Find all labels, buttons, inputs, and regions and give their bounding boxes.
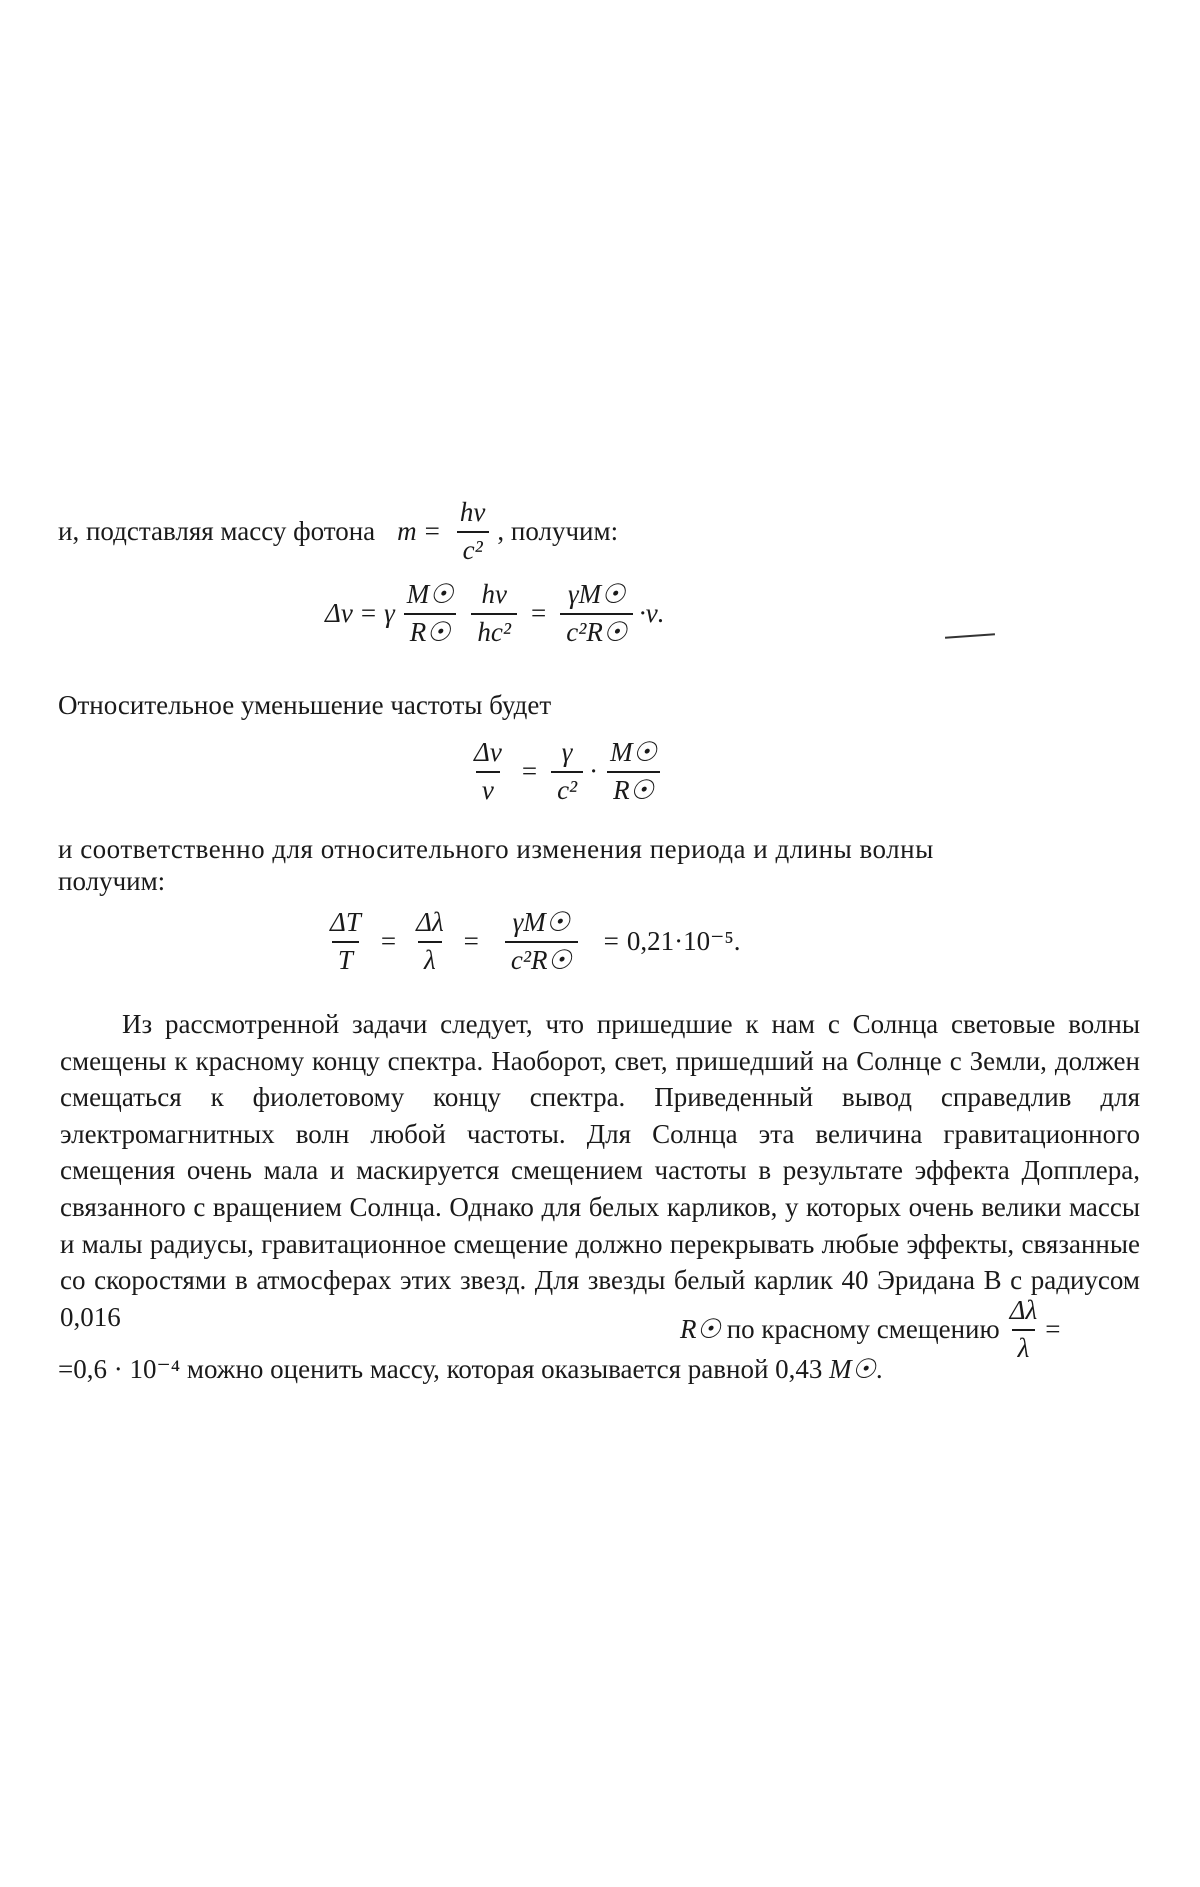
eq3-f1-den: T bbox=[332, 941, 359, 976]
last-line-text: =0,6 · 10⁻⁴ можно оценить массу, которая оказывается равной 0,43 bbox=[58, 1354, 823, 1384]
eq1-fraction-1 bbox=[401, 580, 460, 647]
eq3-f3-num: γM☉ bbox=[512, 907, 570, 937]
eq1-f2-den: hc² bbox=[471, 613, 517, 648]
eq1-gamma: γ bbox=[384, 598, 395, 629]
eq2-f2-den: c² bbox=[551, 771, 583, 806]
eq1-f1-num: M☉ bbox=[406, 579, 454, 609]
eq1-f2-num: hν bbox=[481, 579, 507, 609]
eq3-f2-num: Δλ bbox=[416, 907, 444, 937]
eq1-f3-den: c²R☉ bbox=[560, 613, 633, 648]
eq1-fraction-2 bbox=[471, 580, 517, 647]
fraction-numerator: hν bbox=[459, 497, 486, 527]
relative-change-text-line1: и соответственно для относительного изменения периода и длины волны bbox=[58, 834, 934, 864]
eq2-f1-num: Δν bbox=[474, 737, 502, 767]
eq3-equals-2: = bbox=[463, 926, 479, 957]
eq3-f3-den: c²R☉ bbox=[505, 941, 578, 976]
eq3-value: 0,21·10⁻⁵. bbox=[626, 926, 741, 957]
eq1-equals-2: = bbox=[531, 598, 547, 629]
eq3-fraction-2 bbox=[410, 908, 450, 975]
intro-after: , получим: bbox=[497, 516, 619, 547]
intro-line bbox=[58, 498, 618, 565]
redshift-den: λ bbox=[1012, 1329, 1036, 1364]
eq3-f2-den: λ bbox=[418, 941, 442, 976]
eq3-fraction-3 bbox=[505, 908, 578, 975]
mass-symbol: m bbox=[397, 516, 417, 547]
main-paragraph bbox=[60, 1006, 1140, 1335]
eq1-equals: = bbox=[360, 598, 377, 629]
eq1-fraction-3 bbox=[560, 580, 633, 647]
redshift-fraction bbox=[1004, 1296, 1044, 1363]
eq2-f2-num: γ bbox=[561, 737, 573, 767]
eq3-f1-num: ΔT bbox=[330, 907, 361, 937]
paragraph-last-line bbox=[58, 1354, 883, 1385]
eq2-fraction-2 bbox=[551, 738, 583, 805]
redshift-num: Δλ bbox=[1009, 1295, 1038, 1325]
eq1-lhs: Δν bbox=[325, 598, 353, 629]
redshift-text: по красному смещению bbox=[726, 1314, 1000, 1345]
eq2-fraction-3 bbox=[604, 738, 663, 805]
eq2-f3-den: R☉ bbox=[607, 771, 660, 806]
eq3-fraction-1 bbox=[324, 908, 367, 975]
redshift-equals: = bbox=[1045, 1314, 1061, 1345]
equation-frequency-shift bbox=[325, 580, 665, 647]
equation-relative-frequency bbox=[462, 738, 669, 805]
eq1-f1-den: R☉ bbox=[404, 613, 457, 648]
eq1-f3-num: γM☉ bbox=[567, 579, 626, 609]
eq2-f3-num: M☉ bbox=[610, 737, 657, 767]
relative-decrease-text: Относительное уменьшение частоты будет bbox=[58, 690, 552, 720]
eq3-equals-1: = bbox=[380, 926, 397, 957]
eq2-dot: · bbox=[589, 756, 599, 787]
eq2-f1-den: ν bbox=[476, 771, 500, 806]
intro-text: и, подставляя массу фотона bbox=[58, 516, 376, 547]
stray-mark bbox=[945, 633, 995, 638]
equals-sign: = bbox=[424, 516, 440, 547]
m-sun-symbol: M☉ bbox=[829, 1354, 876, 1384]
paragraph-body: Из рассмотренной задачи следует, что пришедшие к нам с Солнца световые волны смещены к красному концу спектра. Наоборот, свет, пришедший на Солнце с Земли, должен смещаться к фиолетовому концу спектра. Приведенный вывод справедлив для электромагнитных волн любой частоты. Для Солнца эта величина гравитационного смещения очень мала и маскируется смещением частоты в результате эффекта Допплера, связанного с вращением Солнца. Однако для белых карликов, у которых очень велики массы и малы радиусы, гравитационное смещение должно перекрывать любые эффекты, связанные со скоростями в атмосферах этих звезд. Для звезды белый карлик 40 Эридана В с радиусом 0,016 bbox=[60, 1009, 1140, 1332]
fraction-denominator: c² bbox=[457, 531, 489, 566]
eq1-tail: ·ν. bbox=[639, 598, 665, 629]
r-sun-symbol: R☉ bbox=[680, 1314, 721, 1345]
last-line-end: . bbox=[875, 1354, 883, 1384]
photon-mass-fraction bbox=[454, 498, 491, 565]
eq2-equals: = bbox=[521, 756, 538, 787]
equation-period-wavelength bbox=[318, 908, 741, 975]
relative-change-text-line2: получим: bbox=[58, 866, 166, 896]
eq3-equals-3: = bbox=[603, 926, 619, 957]
eq2-fraction-1 bbox=[468, 738, 508, 805]
